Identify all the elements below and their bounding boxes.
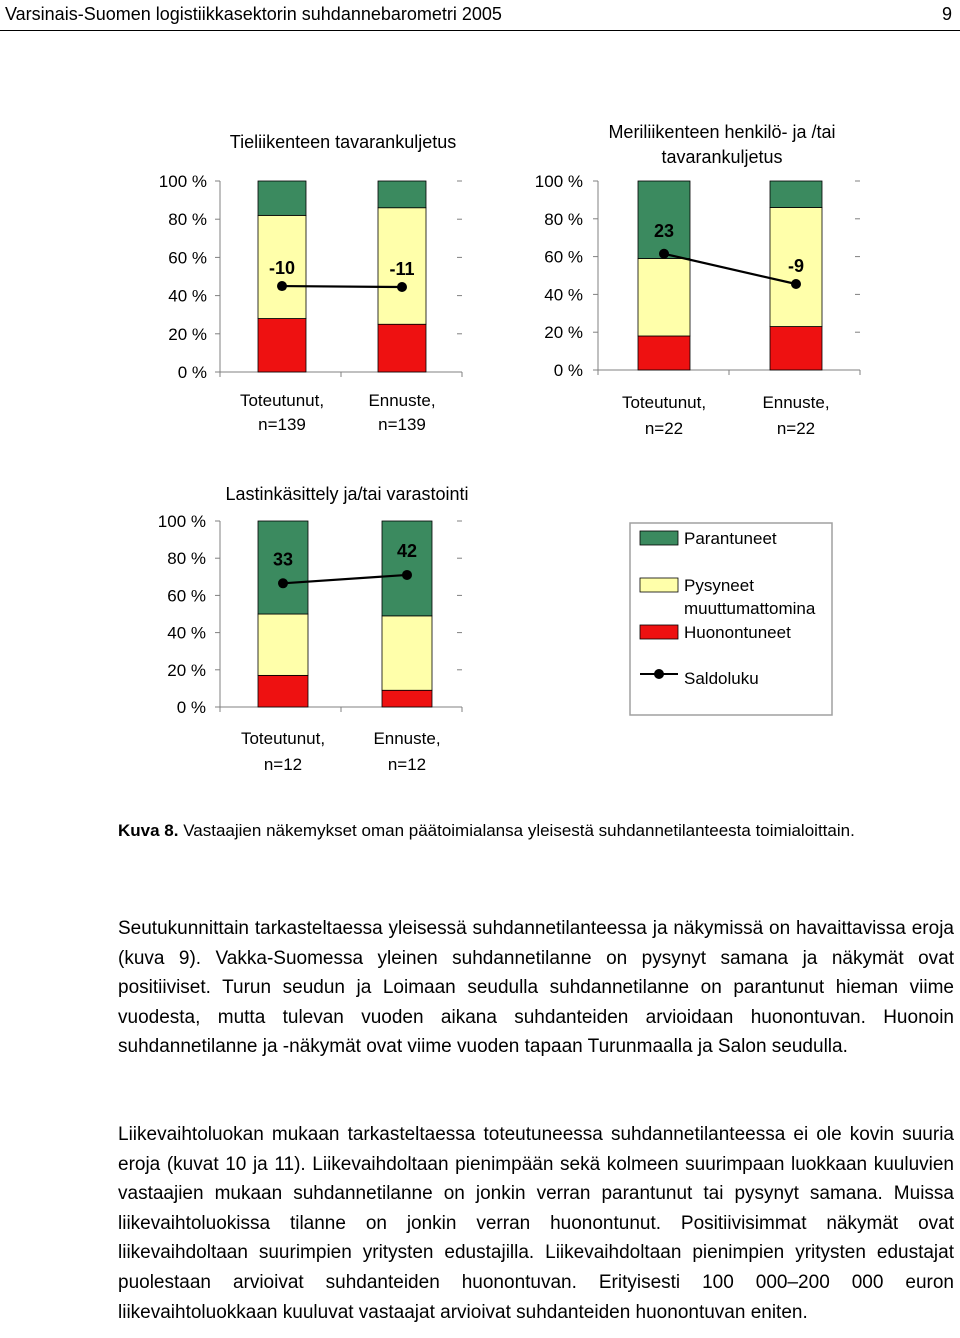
bar-segment (378, 181, 426, 208)
y-tick-label: 20 % (168, 324, 207, 344)
y-tick-label: 0 % (176, 698, 206, 717)
bar-segment (638, 258, 690, 335)
y-tick-label: 40 % (544, 285, 583, 305)
bar-segment (382, 521, 432, 616)
bar-segment (258, 675, 308, 707)
page-number: 9 (941, 4, 952, 24)
y-tick-label: 80 % (167, 549, 206, 569)
x-tick-label: Toteutunut, (621, 393, 707, 412)
saldo-line (282, 286, 402, 287)
x-tick-label: Ennuste, (762, 393, 830, 412)
saldo-data-label: 33 (272, 549, 294, 570)
saldo-data-label: 42 (396, 540, 418, 561)
y-tick-label: 40 % (168, 286, 207, 306)
x-tick-label: n=12 (263, 755, 303, 774)
y-tick-label: 0 % (553, 361, 583, 380)
bar-segment (770, 181, 822, 207)
chart-title: Meriliikenteen henkilö- ja /tai (608, 122, 836, 142)
legend-label: Pysyneet (684, 576, 754, 595)
y-tick-label: 40 % (167, 623, 206, 643)
saldo-data-label: 23 (653, 220, 675, 241)
y-tick-label: 100 % (158, 172, 207, 191)
figure-caption (118, 820, 878, 842)
y-tick-label: 20 % (544, 323, 583, 343)
legend-marker (654, 669, 664, 679)
x-tick-label: Ennuste, (373, 729, 441, 748)
y-tick-label: 60 % (168, 248, 207, 268)
bar-segment (638, 336, 690, 370)
chart-title: Lastinkäsittely ja/tai varastointi (225, 484, 469, 504)
legend-label: Parantuneet (684, 529, 777, 548)
body-paragraph: Seutukunnittain tarkasteltaessa yleisessä suhdannetilanteessa ja näkymissä on havaittavissa eroja (kuva 9). Vakka-Suomessa yleinen suhdannetilanne on pysynyt samana ja näkymät ovat positiiviset. Turun seudun ja Loimaan seudulla suhdannetilanne on parantunut hieman viime vuodesta, mutta tulevan vuoden aikana suhdanteiden arvioidaan huonontuvan. Huonoin suhdannetilanne ja -näkymät ovat viime vuoden tapaan Turunmaalla ja Salon seudulla. (118, 918, 954, 1058)
bar-segment (382, 616, 432, 690)
legend-label: muuttumattomina (684, 599, 816, 618)
legend-label: Huonontuneet (684, 623, 791, 642)
document-title: Varsinais-Suomen logistiikkasektorin suhdannebarometri 2005 (5, 4, 502, 24)
body-paragraph: Liikevaihtoluokan mukaan tarkasteltaessa toteutuneessa suhdannetilanteessa ei ole kovin suuria eroja (kuvat 10 ja 11). Liikevaihdoltaan pienimpään sekä kolmeen suurimpaan luokkaan kuuluvien vastaajien mukaan suhdannetilanne on jonkin verran parantunut tai pysynyt samana. Muissa liikevaihtoluokissa tilanne on jonkin verran huonontunut. Positiivisimmat näkymät ovat liikevaihdoltaan suurimpien yritysten edustajilla. Liikevaihdoltaan pienimpien yritysten edustajat puolestaan arvioivat suhdanteiden huonontuvan. Erityisesti 100 000–200 000 euron liikevaihtoluokkaan kuuluvat vastaajat arvioivat suhdanteiden huonontuvan eniten. (118, 1124, 954, 1323)
bar-segment (638, 181, 690, 258)
saldo-data-label: -9 (787, 256, 805, 277)
y-tick-label: 60 % (544, 247, 583, 267)
legend-label: Saldoluku (684, 669, 759, 688)
legend-swatch (640, 625, 678, 639)
y-tick-label: 0 % (177, 363, 207, 382)
x-tick-label: Ennuste, (368, 391, 436, 410)
legend-swatch (640, 578, 678, 592)
bar-segment (258, 319, 306, 372)
y-tick-label: 80 % (544, 209, 583, 229)
y-tick-label: 20 % (167, 660, 206, 680)
saldo-point (278, 578, 288, 588)
legend-swatch (640, 531, 678, 545)
x-tick-label: n=22 (776, 419, 816, 438)
y-tick-label: 100 % (534, 172, 583, 191)
y-tick-label: 60 % (167, 586, 206, 606)
caption-text: Vastaajien näkemykset oman päätoimialansa yleisestä suhdannetilanteesta toimialoittain. (183, 821, 855, 840)
x-tick-label: n=139 (258, 415, 306, 434)
chart-panel-2 (535, 122, 860, 438)
bar-segment (770, 327, 822, 370)
x-tick-label: n=22 (644, 419, 684, 438)
x-tick-label: Toteutunut, (239, 391, 325, 410)
x-tick-label: n=139 (378, 415, 426, 434)
chart-title: Tieliikenteen tavarankuljetus (229, 132, 457, 152)
caption-label: Kuva 8. (118, 821, 179, 840)
saldo-point (397, 282, 407, 292)
bar-segment (382, 690, 432, 707)
bar-segment (258, 181, 306, 215)
saldo-data-label: -11 (389, 259, 415, 280)
chart-legend (630, 523, 832, 715)
bar-segment (258, 614, 308, 675)
y-tick-label: 100 % (157, 512, 206, 531)
y-tick-label: 80 % (168, 210, 207, 230)
chart-panel-3 (158, 484, 469, 774)
x-tick-label: n=12 (387, 755, 427, 774)
bar-segment (378, 324, 426, 372)
saldo-point (277, 281, 287, 291)
chart-title: tavarankuljetus (661, 147, 783, 167)
saldo-data-label: -10 (268, 258, 296, 279)
saldo-point (659, 249, 669, 259)
chart-panel-1 (159, 132, 462, 434)
x-tick-label: Toteutunut, (240, 729, 326, 748)
saldo-point (791, 279, 801, 289)
saldo-point (402, 570, 412, 580)
